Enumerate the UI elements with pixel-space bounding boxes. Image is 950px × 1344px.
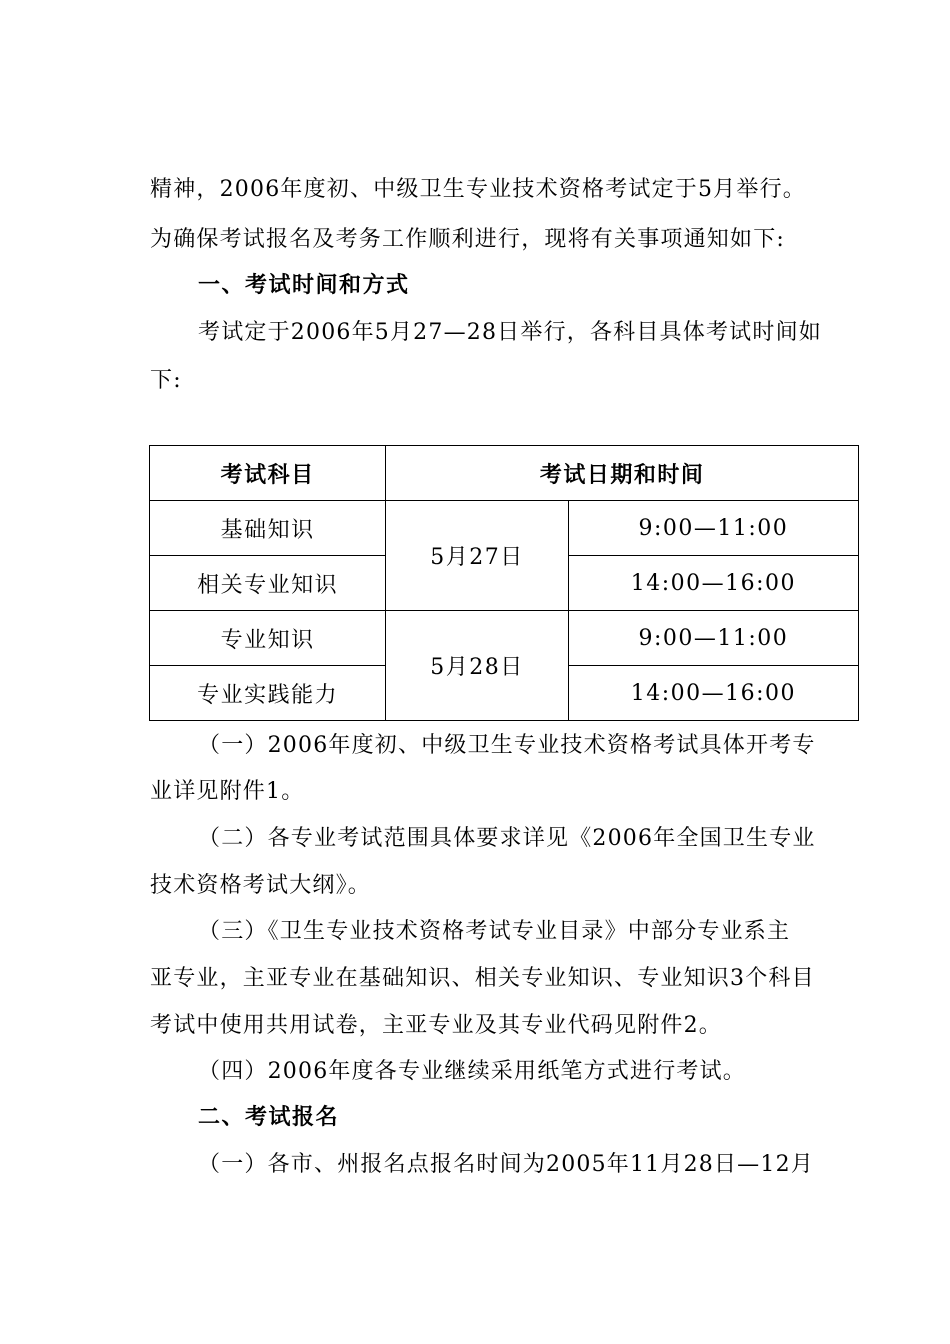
time-cell: 9:00—11:00 [568, 501, 858, 556]
body-text-line: 精神，2006年度初、中级卫生专业技术资格考试定于5月举行。 [150, 177, 806, 202]
body-text-line: （一）2006年度初、中级卫生专业技术资格考试具体开考专 [198, 733, 816, 758]
body-text-line: 亚专业，主亚专业在基础知识、相关专业知识、专业知识3个科目 [150, 966, 815, 991]
table-header-row [150, 446, 859, 501]
table-row [150, 611, 859, 666]
date-cell: 5月28日 [386, 611, 568, 721]
body-text-line: （三）《卫生专业技术资格考试专业目录》中部分专业系主 [198, 919, 791, 944]
subject-cell: 专业知识 [150, 611, 386, 666]
body-text-line: 技术资格考试大纲》。 [150, 873, 372, 898]
subject-cell: 基础知识 [150, 501, 386, 556]
section-heading: 一、考试时间和方式 [198, 273, 410, 298]
table-row [150, 501, 859, 556]
body-text-line: （二）各专业考试范围具体要求详见《2006年全国卫生专业 [198, 826, 816, 851]
body-text-line: （四）2006年度各专业继续采用纸笔方式进行考试。 [198, 1059, 746, 1084]
time-cell: 14:00—16:00 [568, 556, 858, 611]
body-text-line: 下: [150, 368, 182, 393]
header-subject: 考试科目 [150, 446, 386, 501]
time-cell: 9:00—11:00 [568, 611, 858, 666]
exam-schedule-table [149, 445, 859, 721]
subject-cell: 专业实践能力 [150, 666, 386, 721]
body-text-line: 业详见附件1。 [150, 779, 305, 804]
section-heading: 二、考试报名 [198, 1105, 340, 1130]
body-text-line: 考试定于2006年5月27—28日举行，各科目具体考试时间如 [198, 320, 822, 345]
body-text-line: 为确保考试报名及考务工作顺利进行，现将有关事项通知如下: [150, 227, 786, 252]
time-cell: 14:00—16:00 [568, 666, 858, 721]
subject-cell: 相关专业知识 [150, 556, 386, 611]
body-text-line: （一）各市、州报名点报名时间为2005年11月28日—12月 [198, 1152, 814, 1177]
body-text-line: 考试中使用共用试卷，主亚专业及其专业代码见附件2。 [150, 1013, 722, 1038]
header-datetime: 考试日期和时间 [386, 446, 859, 501]
date-cell: 5月27日 [386, 501, 568, 611]
